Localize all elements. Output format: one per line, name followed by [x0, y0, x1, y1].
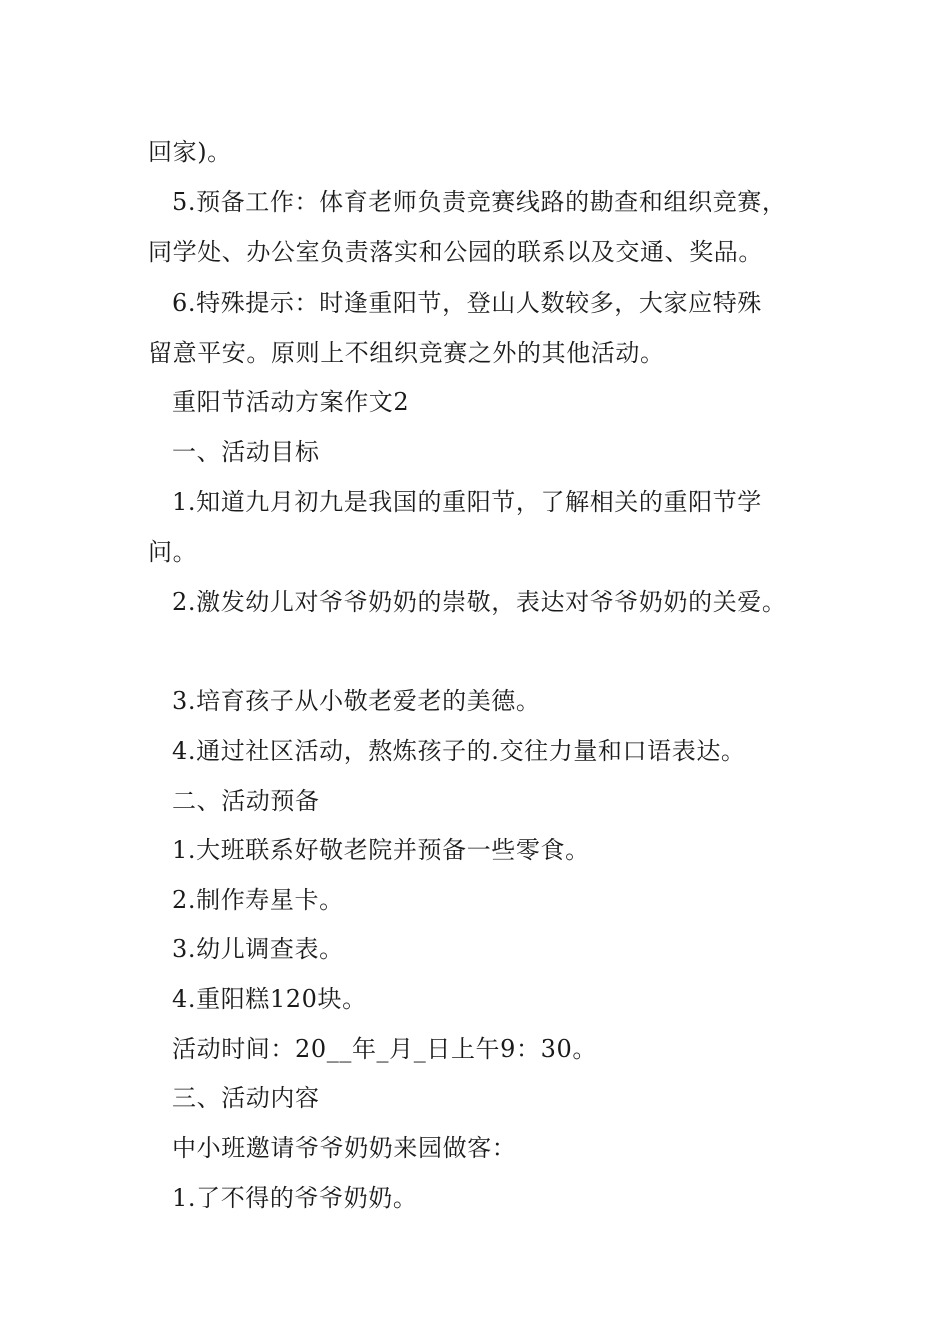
text-line: 6.特殊提示：时逢重阳节，登山人数较多，大家应特殊 — [172, 289, 762, 317]
text-line: 活动时间：20__年_月_日上午9：30。 — [172, 1035, 597, 1063]
text-line: 回家)。 — [148, 138, 232, 166]
section-heading: 三、活动内容 — [172, 1084, 320, 1112]
text-line: 3.幼儿调查表。 — [172, 935, 344, 963]
text-line: 中小班邀请爷爷奶奶来园做客： — [172, 1134, 517, 1162]
section-heading: 二、活动预备 — [172, 787, 320, 815]
text-line: 2.激发幼儿对爷爷奶奶的崇敬，表达对爷爷奶奶的关爱。 — [172, 588, 787, 616]
text-line: 3.培育孩子从小敬老爱老的美德。 — [172, 687, 541, 715]
text-line: 4.通过社区活动，熬炼孩子的.交往力量和口语表达。 — [172, 737, 746, 765]
text-line: 1.大班联系好敬老院并预备一些零食。 — [172, 836, 590, 864]
text-line: 4.重阳糕120块。 — [172, 985, 367, 1013]
section-heading: 一、活动目标 — [172, 438, 320, 466]
text-line: 问。 — [148, 538, 198, 566]
text-line: 留意平安。原则上不组织竞赛之外的其他活动。 — [148, 339, 665, 367]
text-line: 2.制作寿星卡。 — [172, 886, 344, 914]
text-line: 1.了不得的爷爷奶奶。 — [172, 1184, 418, 1212]
section-title: 重阳节活动方案作文2 — [172, 388, 410, 416]
text-line: 同学处、办公室负责落实和公园的联系以及交通、奖品。 — [148, 238, 763, 266]
text-line: 1.知道九月初九是我国的重阳节，了解相关的重阳节学 — [172, 488, 762, 516]
text-line: 5.预备工作：体育老师负责竞赛线路的勘查和组织竞赛， — [172, 188, 787, 216]
